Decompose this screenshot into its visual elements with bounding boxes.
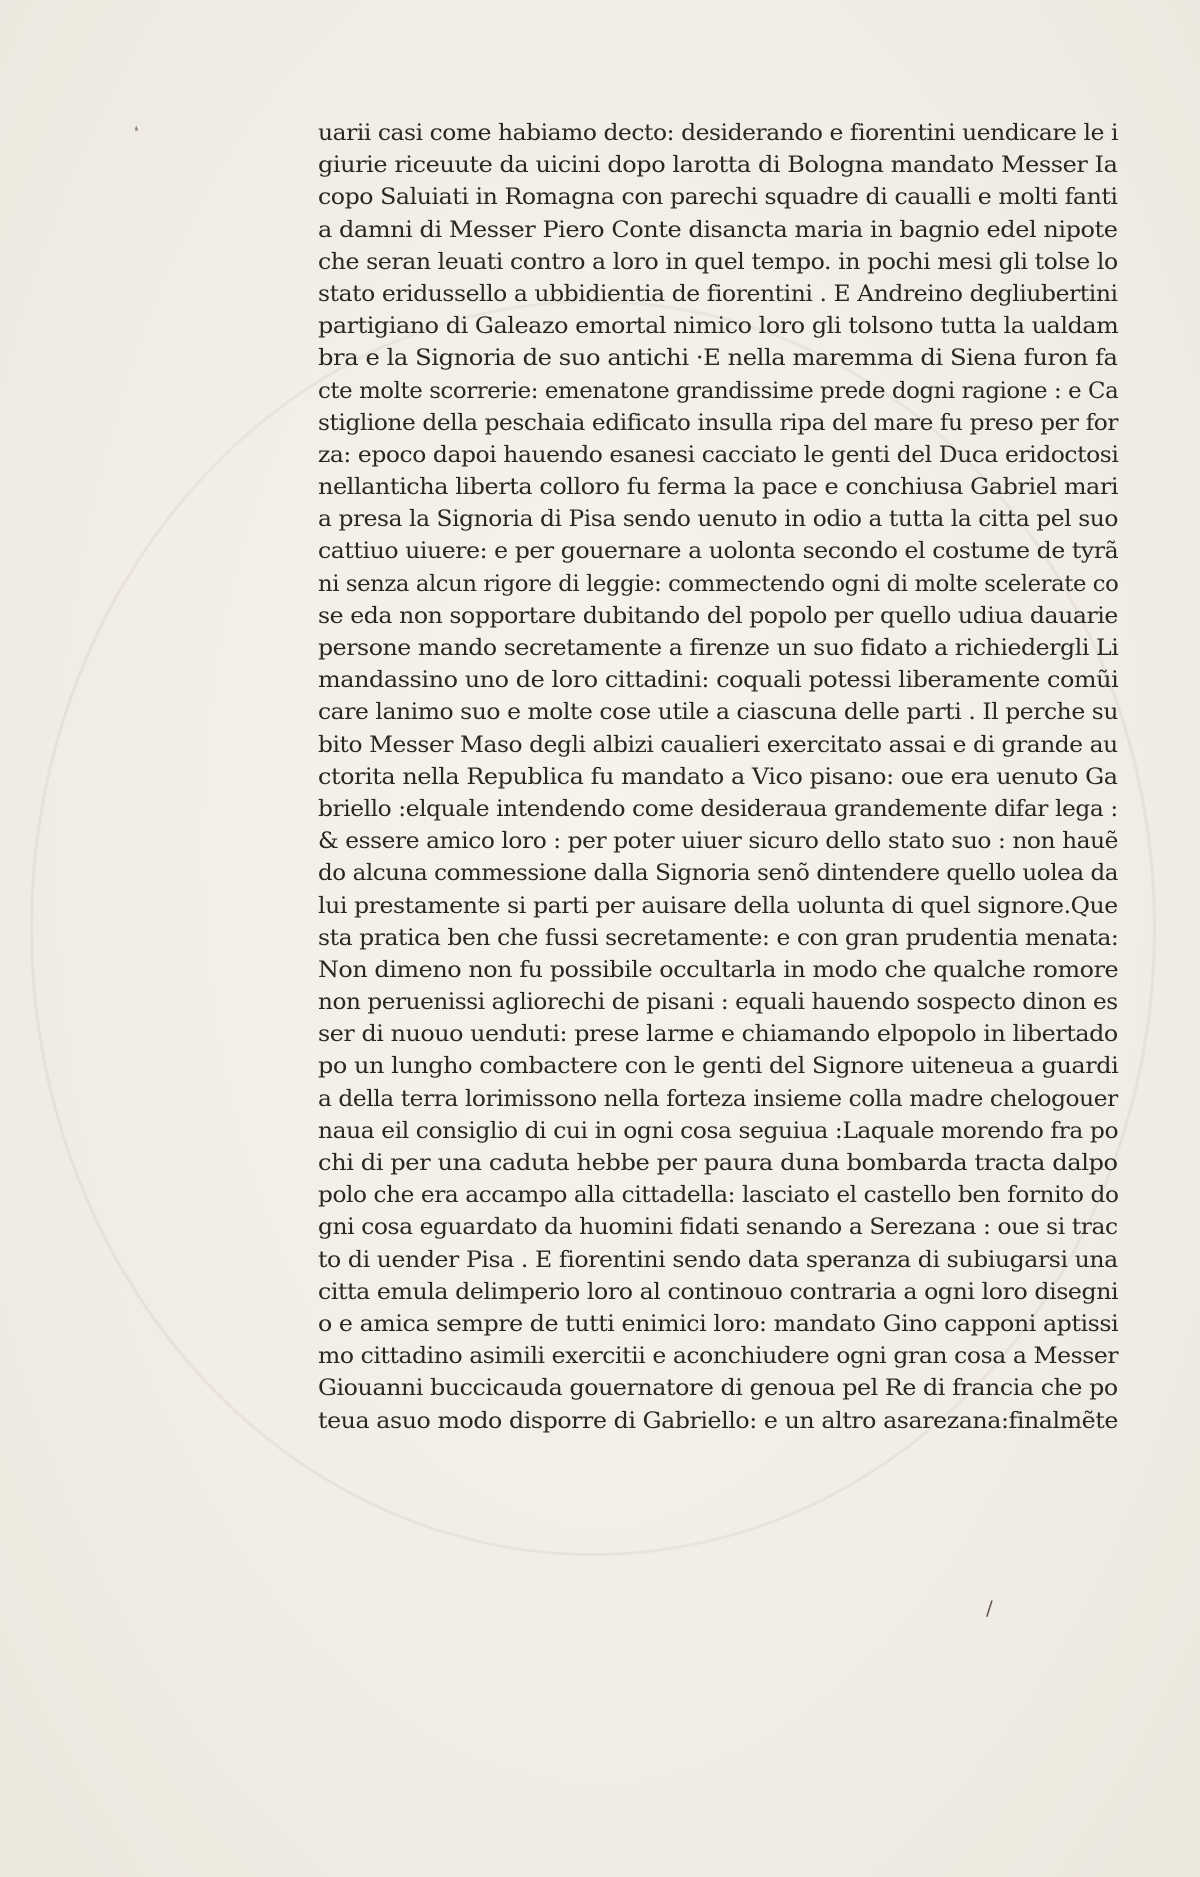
text-line: Non dimeno non fu possibile occultarla in modo che qualche romore [318,957,1119,983]
text-line: cattiuo uiuere: e per gouernare a uolonta secondo el costume de tyrã [318,539,1119,565]
text-line: nellanticha liberta colloro fu ferma la pace e conchiusa Gabriel mari [318,475,1119,501]
text-line: briello :elquale intendendo come desideraua grandemente difar lega : [318,796,1118,822]
text-line: & essere amico loro : per poter uiuer sicuro dello stato suo : non hauẽ [318,829,1119,855]
text-line: non peruenissi agliorechi de pisani : equali hauendo sospecto dinon es [318,990,1118,1016]
text-line: sta pratica ben che fussi secretamente: e con gran prudentia menata: [318,925,1119,951]
text-line: a damni di Messer Piero Conte disancta maria in bagnio edel nipote [318,217,1118,243]
text-line: mandassino uno de loro cittadini: coquali potessi liberamente comũi [318,668,1119,694]
text-line: ser di nuouo uenduti: prese larme e chiamando elpopolo in libertado [318,1022,1118,1048]
text-line: che seran leuati contro a loro in quel tempo. in pochi mesi gli tolse lo [318,249,1118,275]
text-line: bra e la Signoria de suo antichi ·E nella maremma di Siena furon fa [318,346,1118,372]
text-line: o e amica sempre de tutti enimici loro: mandato Gino capponi aptissi [318,1311,1119,1337]
text-line: chi di per una caduta hebbe per paura duna bombarda tracta dalpo [318,1151,1118,1176]
text-line: cte molte scorrerie: emenatone grandissime prede dogni ragione : e Ca [318,378,1119,404]
text-line: persone mando secretamente a firenze un suo fidato a richiedergli Li [318,636,1119,661]
text-line: bito Messer Maso degli albizi caualieri exercitato assai e di grande au [318,732,1118,758]
text-line: partigiano di Galeazo emortal nimico loro gli tolsono tutta la ualdam [318,314,1119,340]
text-line: do alcuna commessione dalla Signoria senõ dintendere quello uolea da [318,861,1119,887]
text-line: po un lungho combactere con le genti del Signore uiteneua a guardi [318,1054,1119,1080]
text-line: a della terra lorimissono nella forteza insieme colla madre chelogouer [318,1086,1118,1112]
text-line: lui prestamente si parti per auisare della uolunta di quel signore.Que [318,893,1118,919]
text-line: a presa la Signoria di Pisa sendo uenuto in odio a tutta la citta pel suo [318,507,1118,533]
text-line: polo che era accampo alla cittadella: lasciato el castello ben fornito do [318,1183,1119,1209]
text-line: stiglione della peschaia edificato insulla ripa del mare fu preso per for [318,410,1119,436]
text-block [318,118,1118,1438]
text-line: ctorita nella Republica fu mandato a Vico pisano: oue era uenuto Ga [318,764,1118,790]
text-line: care lanimo suo e molte cose utile a ciascuna delle parti . Il perche su [318,700,1118,726]
text-line: ni senza alcun rigore di leggie: commectendo ogni di molte scelerate co [318,571,1119,597]
text-line: se eda non sopportare dubitando del popolo per quello udiua dauarie [318,603,1118,629]
text-line: Giouanni buccicauda gouernatore di genoua pel Re di francia che po [318,1376,1118,1402]
text-line: gni cosa eguardato da huomini fidati senando a Serezana : oue si trac [318,1215,1118,1241]
text-line: giurie riceuute da uicini dopo larotta di Bologna mandato Messer Ia [318,153,1118,179]
text-line: to di uender Pisa . E fiorentini sendo data speranza di subiugarsi una [318,1247,1118,1273]
text-line: za: epoco dapoi hauendo esanesi cacciato le genti del Duca eridoctosi [318,442,1119,468]
text-line: mo cittadino asimili exercitii e aconchiudere ogni gran cosa a Messer [318,1344,1119,1370]
text-line: uarii casi come habiamo decto: desiderando e fiorentini uendicare le i [318,121,1118,146]
text-line: teua asuo modo disporre di Gabriello: e un altro asarezana:finalmẽte [318,1408,1118,1434]
margin-mark-top-left: ❛ [134,124,139,140]
text-line: stato eridussello a ubbidientia de fiorentini . E Andreino degliubertini [318,281,1118,307]
text-line: naua eil consiglio di cui in ogni cosa seguiua :Laquale morendo fra po [318,1118,1119,1144]
margin-mark-bottom-right: / [986,1596,993,1620]
text-line: copo Saluiati in Romagna con parechi squadre di caualli e molti fanti [318,185,1118,211]
text-line: citta emula delimperio loro al continouo contraria a ogni loro disegni [318,1279,1119,1305]
